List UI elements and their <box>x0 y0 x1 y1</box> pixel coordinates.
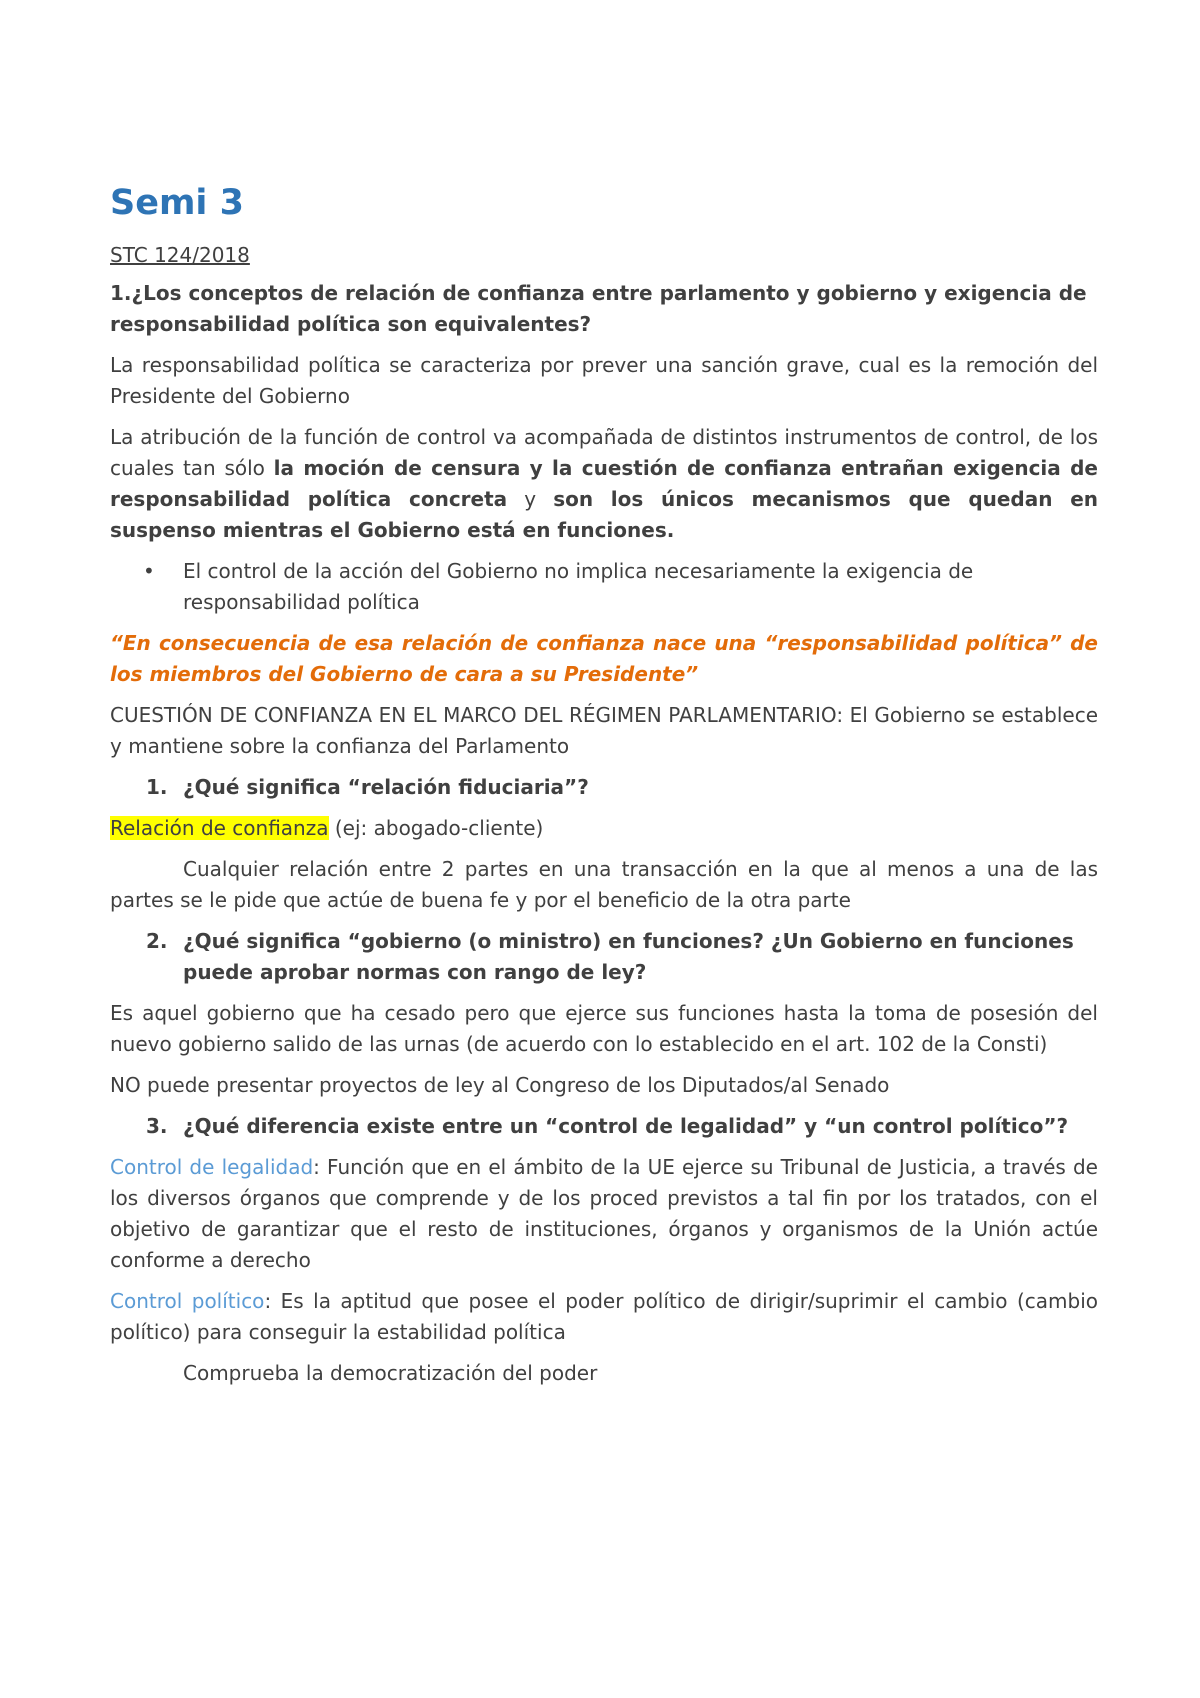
definition-text: : Es la aptitud que posee el poder político de dirigir/suprimir el cambio (cambio político) para conseguir la estabilidad política <box>110 1289 1099 1344</box>
definition-politico <box>110 1286 1098 1348</box>
bullet-marker: • <box>143 559 155 583</box>
question-number: 2. <box>146 929 168 953</box>
bold-span: la moción de censura y la cuestión de confianza entrañan exigencia de responsabilidad política concreta <box>110 456 1098 511</box>
question-3 <box>110 926 1098 988</box>
case-reference: STC 124/2018 <box>110 243 250 267</box>
question-text: ¿Qué significa “relación fiduciaria”? <box>183 775 589 799</box>
question-4 <box>110 1111 1098 1142</box>
question-number: 3. <box>146 1114 168 1138</box>
document-body <box>110 180 1098 1399</box>
question-2 <box>110 772 1098 803</box>
bullet-item <box>110 556 1098 618</box>
highlighted-quote: “En consecuencia de esa relación de confianza nace una “responsabilidad política” de los miembros del Gobierno de cara a su Presidente” <box>110 631 1098 686</box>
section-paragraph: CUESTIÓN DE CONFIANZA EN EL MARCO DEL RÉGIMEN PARLAMENTARIO: El Gobierno se establece y mantiene sobre la confianza del Parlamento <box>110 703 1098 758</box>
text-span: La atribución de la función de control va acompañada de distintos instrumentos de control, de los cuales tan sólo <box>110 425 1098 480</box>
answer-paragraph: La responsabilidad política se caracteriza por prever una sanción grave, cual es la remoción del Presidente del Gobierno <box>110 353 1098 408</box>
answer-paragraph: NO puede presentar proyectos de ley al Congreso de los Diputados/al Senado <box>110 1073 890 1097</box>
bold-span: son los únicos mecanismos que quedan en suspenso mientras el Gobierno está en funciones. <box>110 487 1098 542</box>
bullet-text: El control de la acción del Gobierno no implica necesariamente la exigencia de responsabilidad política <box>183 559 974 614</box>
question-text: ¿Qué significa “gobierno (o ministro) en funciones? ¿Un Gobierno en funciones puede aprobar normas con rango de ley? <box>183 929 1074 984</box>
answer-line <box>110 813 1098 844</box>
text-span: (ej: abogado-cliente) <box>328 816 544 840</box>
answer-paragraph-control <box>110 422 1098 546</box>
answer-paragraph: Es aquel gobierno que ha cesado pero que ejerce sus funciones hasta la toma de posesión del nuevo gobierno salido de las urnas (de acuerdo con lo establecido en el art. 102 de la Consti) <box>110 1001 1098 1056</box>
definition-text: : Función que en el ámbito de la UE ejerce su Tribunal de Justicia, a través de los diversos órganos que comprende y de los proced previstos a tal fin por los tratados, con el objetivo de garantizar que el resto de instituciones, órganos y organismos de la Unión actúe conforme a derecho <box>110 1155 1098 1272</box>
question-number: 1. <box>146 775 168 799</box>
answer-detail: Cualquier relación entre 2 partes en una transacción en la que al menos a una de las partes se le pide que actúe de buena fe y por el beneficio de la otra parte <box>110 857 1098 912</box>
question-text: ¿Qué diferencia existe entre un “control de legalidad” y “un control político”? <box>183 1114 1069 1138</box>
text-span: y <box>507 487 554 511</box>
term-label: Control de legalidad <box>110 1155 314 1179</box>
highlighted-term: Relación de confianza <box>110 816 329 840</box>
term-label: Control político <box>110 1289 265 1313</box>
definition-legalidad <box>110 1152 1098 1276</box>
page-title: Semi 3 <box>110 183 244 223</box>
question-1: 1.¿Los conceptos de relación de confianza entre parlamento y gobierno y exigencia de responsabilidad política son equivalentes? <box>110 281 1087 336</box>
note-line: Comprueba la democratización del poder <box>183 1361 598 1385</box>
